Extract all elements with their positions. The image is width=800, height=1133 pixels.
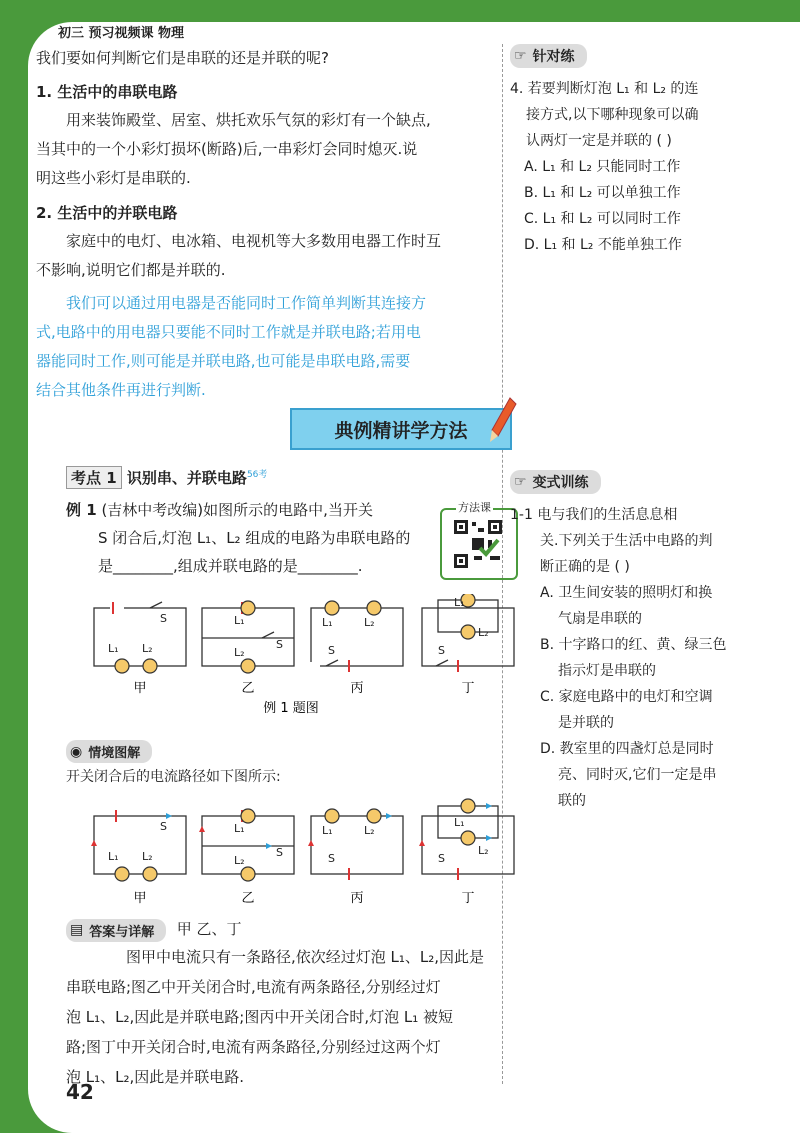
svg-text:S: S [276, 846, 283, 859]
kaodian-count: 56考 [246, 470, 268, 480]
practice-column [510, 44, 760, 258]
svg-text:S: S [328, 852, 335, 865]
svg-text:L₂: L₂ [142, 642, 153, 655]
variant-question: 断正确的是 ( ) [540, 559, 630, 575]
notebook-icon: ▤ [70, 922, 84, 938]
svg-text:L₁: L₁ [108, 642, 119, 655]
practice-option-c[interactable]: C. L₁ 和 L₂ 可以同时工作 [524, 211, 681, 227]
svg-text:S: S [160, 820, 167, 833]
pointing-hand-icon: ☞ [514, 474, 527, 490]
main-column [36, 44, 506, 405]
answer-line: 泡 L₁、L₂,因此是并联电路;图丙中开关闭合时,灯泡 L₁ 被短 [66, 1008, 454, 1026]
variant-option-d-cont: 联的 [558, 793, 586, 809]
tip-line: 器能同时工作,则可能是并联电路,也可能是串联电路,需要 [36, 352, 411, 370]
variant-option-c[interactable]: C. 家庭电路中的电灯和空调 [540, 689, 713, 705]
practice-option-a[interactable]: A. L₁ 和 L₂ 只能同时工作 [524, 159, 681, 175]
situation-text: 开关闭合后的电流路径如下图所示: [66, 769, 281, 785]
tip-line: 式,电路中的用电器只要能不同时工作就是并联电路;若用电 [36, 323, 421, 341]
svg-text:L₂: L₂ [234, 854, 245, 867]
svg-text:S: S [438, 852, 445, 865]
sec1-title: 1. 生活中的串联电路 [36, 83, 178, 101]
page-number: 42 [66, 1080, 94, 1104]
variant-option-b-cont: 指示灯是串联的 [558, 663, 656, 679]
variant-option-b[interactable]: B. 十字路口的红、黄、绿三色 [540, 637, 727, 653]
svg-text:L₁: L₁ [322, 824, 333, 837]
practice-question: 4. 若要判断灯泡 L₁ 和 L₂ 的连 [510, 81, 699, 97]
answer-value: 甲 乙、丁 [176, 920, 242, 938]
variant-option-a-cont: 气扇是串联的 [558, 611, 642, 627]
fig-label-ding: 丁 [461, 681, 475, 696]
svg-text:L₁: L₁ [234, 614, 245, 627]
svg-text:L₂: L₂ [478, 844, 489, 857]
svg-text:L₂: L₂ [142, 850, 153, 863]
example-label: 例 1 [66, 501, 97, 519]
pencil-icon [488, 396, 518, 446]
situation-heading: ◉ 情境图解 [66, 740, 152, 763]
svg-text:S: S [438, 644, 445, 657]
example-source: (吉林中考改编) [101, 501, 204, 519]
fig-label-yi: 乙 [241, 681, 255, 696]
variant-question: 关.下列关于生活中电路的判 [540, 533, 713, 549]
svg-text:S: S [328, 644, 335, 657]
sec1-line: 明这些小彩灯是串联的. [36, 169, 191, 187]
running-header: 初三 预习视频课 物理 [58, 26, 185, 41]
practice-badge: ☞ 针对练 [510, 44, 587, 68]
svg-text:L₁: L₁ [234, 822, 245, 835]
sec2-line: 不影响,说明它们都是并联的. [36, 261, 226, 279]
svg-text:S: S [276, 638, 283, 651]
answer-line: 路;图丁中开关闭合时,电流有两条路径,分别经过这两个灯 [66, 1038, 441, 1056]
example-line: 是________,组成并联电路的是________. [98, 557, 363, 575]
tip-line: 我们可以通过用电器是否能同时工作简单判断其连接方 [66, 294, 427, 312]
fig2-label-yi: 乙 [241, 891, 255, 906]
variant-option-d-cont: 亮、同时灭,它们一定是串 [558, 767, 717, 783]
practice-question: 认两灯一定是并联的 ( ) [526, 133, 672, 149]
example-line: S 闭合后,灯泡 L₁、L₂ 组成的电路为串联电路的 [98, 529, 411, 547]
tip-line: 结合其他条件再进行判断. [36, 381, 206, 399]
svg-text:L₂: L₂ [478, 626, 489, 639]
svg-text:L₁: L₁ [322, 616, 333, 629]
intro-question: 我们要如何判断它们是串联的还是并联的呢? [36, 49, 329, 67]
answer-line: 图甲中电流只有一条路径,依次经过灯泡 L₁、L₂,因此是 [126, 948, 485, 966]
answer-line: 泡 L₁、L₂,因此是并联电路. [66, 1068, 245, 1086]
sec2-title: 2. 生活中的并联电路 [36, 204, 178, 222]
svg-text:L₁: L₁ [454, 816, 465, 829]
kaodian-heading [66, 466, 267, 489]
fig-label-jia: 甲 [133, 681, 147, 696]
sec1-line: 当其中的一个小彩灯损坏(断路)后,一串彩灯会同时熄灭.说 [36, 140, 418, 158]
qr-code-icon [454, 520, 502, 568]
sec2-line: 家庭中的电灯、电冰箱、电视机等大多数用电器工作时互 [66, 232, 442, 250]
example-1 [66, 496, 436, 580]
diagram-icon: ◉ [70, 743, 83, 760]
figure-caption: 例 1 题图 [263, 701, 319, 714]
answer-heading: ▤ 答案与详解 甲 乙、丁 [66, 918, 241, 942]
variant-badge: ☞ 变式训练 [510, 470, 601, 494]
qr-code-box[interactable] [440, 501, 518, 580]
kaodian-label: 考点 1 [66, 466, 122, 489]
variant-option-c-cont: 是并联的 [558, 715, 614, 731]
practice-question: 接方式,以下哪种现象可以确 [526, 107, 699, 123]
fig2-label-bing: 丙 [350, 891, 364, 906]
fig2-label-ding: 丁 [461, 891, 475, 906]
example-line: 如图所示的电路中,当开关 [203, 501, 373, 519]
pointing-hand-icon: ☞ [514, 48, 527, 64]
svg-text:L₂: L₂ [364, 824, 375, 837]
fig-label-bing: 丙 [350, 681, 364, 696]
kaodian-title: 识别串、并联电路 [126, 469, 247, 487]
variant-question: 1-1 电与我们的生活息息相 [510, 507, 678, 523]
practice-option-d[interactable]: D. L₁ 和 L₂ 不能单独工作 [524, 237, 682, 253]
svg-text:L₂: L₂ [364, 616, 375, 629]
example-figure [66, 594, 516, 714]
variant-column [510, 470, 760, 814]
section-banner: 典例精讲学方法 [290, 408, 512, 450]
practice-option-b[interactable]: B. L₁ 和 L₂ 可以单独工作 [524, 185, 681, 201]
answer-line: 串联电路;图乙中开关闭合时,电流有两条路径,分别经过灯 [66, 978, 441, 996]
svg-text:S: S [160, 612, 167, 625]
svg-text:L₁: L₁ [454, 596, 465, 609]
variant-option-a[interactable]: A. 卫生间安装的照明灯和换 [540, 585, 713, 601]
variant-option-d[interactable]: D. 教室里的四盏灯总是同时 [540, 741, 714, 757]
fig2-label-jia: 甲 [133, 891, 147, 906]
svg-text:L₁: L₁ [108, 850, 119, 863]
svg-text:L₂: L₂ [234, 646, 245, 659]
current-path-figure [66, 796, 516, 914]
qr-label: 方法课 [458, 501, 491, 514]
sec1-line: 用来装饰殿堂、居室、烘托欢乐气氛的彩灯有一个缺点, [66, 111, 431, 129]
